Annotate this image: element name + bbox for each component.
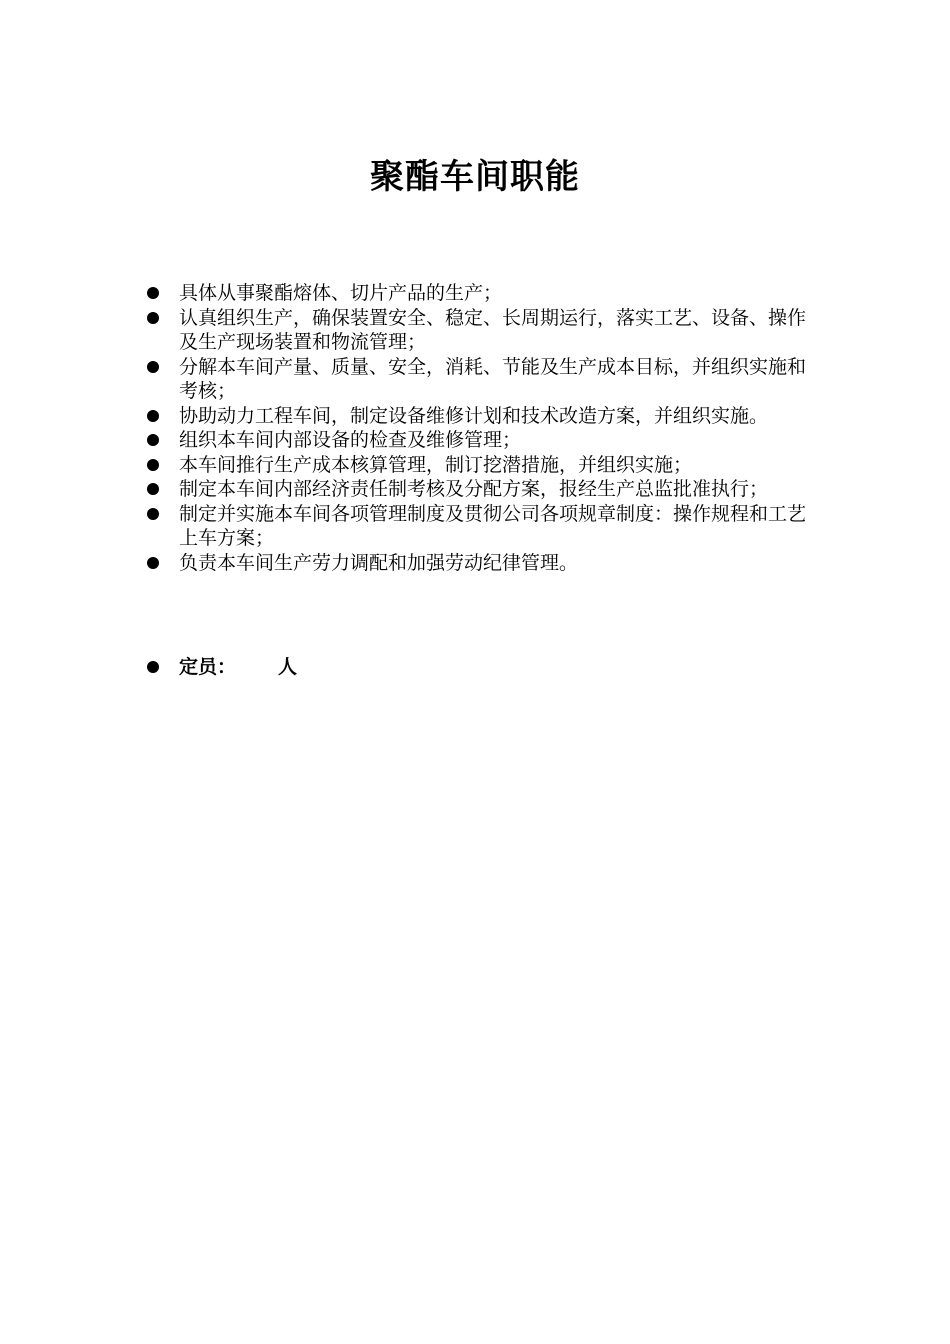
duty-text: 分解本车间产量、质量、安全，消耗、节能及生产成本目标，并组织实施和考核； — [179, 355, 807, 402]
duty-text: 协助动力工程车间，制定设备维修计划和技术改造方案，并组织实施。 — [179, 404, 769, 427]
duty-list — [145, 281, 815, 575]
list-item — [145, 551, 815, 576]
list-item — [145, 502, 815, 551]
staff-quota — [145, 655, 579, 679]
duty-text: 制定并实施本车间各项管理制度及贯彻公司各项规章制度：操作规程和工艺上车方案； — [179, 502, 807, 549]
bullet-icon — [147, 434, 159, 446]
bullet-icon — [147, 287, 159, 299]
staff-unit: 人 — [278, 656, 298, 678]
duty-text: 本车间推行生产成本核算管理，制订挖潜措施，并组织实施； — [179, 453, 693, 476]
staff-label: 定员： — [179, 656, 237, 678]
list-item — [145, 355, 815, 404]
bullet-icon — [147, 661, 159, 673]
bullet-icon — [147, 361, 159, 373]
duty-text: 认真组织生产，确保装置安全、稳定、长周期运行，落实工艺、设备、操作及生产现场装置和物流管理； — [179, 306, 807, 353]
bullet-icon — [147, 459, 159, 471]
list-item — [145, 306, 815, 355]
list-item — [145, 477, 815, 502]
bullet-icon — [147, 557, 159, 569]
list-item — [145, 428, 815, 453]
page-title: 聚酯车间职能 — [370, 157, 580, 197]
duty-text: 负责本车间生产劳力调配和加强劳动纪律管理。 — [179, 551, 579, 574]
list-item — [145, 281, 815, 306]
bullet-icon — [147, 410, 159, 422]
bullet-icon — [147, 312, 159, 324]
list-item — [145, 404, 815, 429]
duty-text: 组织本车间内部设备的检查及维修管理； — [179, 429, 522, 451]
duty-text: 具体从事聚酯熔体、切片产品的生产； — [179, 282, 503, 304]
bullet-icon — [147, 508, 159, 520]
list-item — [145, 453, 815, 478]
bullet-icon — [147, 483, 159, 495]
duty-text: 制定本车间内部经济责任制考核及分配方案，报经生产总监批准执行； — [179, 478, 769, 500]
